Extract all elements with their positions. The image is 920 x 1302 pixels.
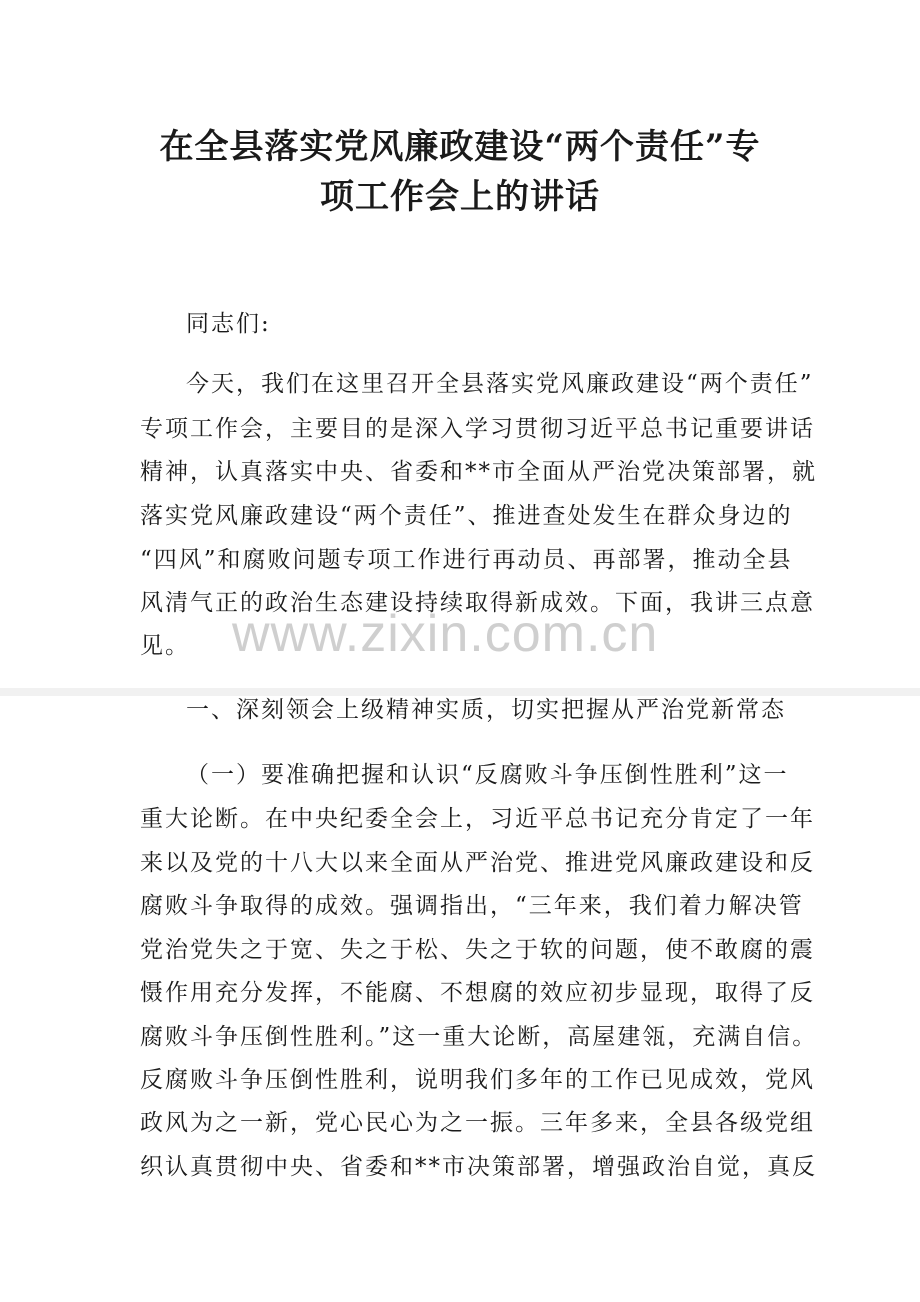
paragraph-2-line-3: 来以及党的十八大以来全面从严治党、推进党风廉政建设和反 <box>140 850 815 876</box>
greeting: 同志们: <box>186 311 271 337</box>
title-line-2: 项工作会上的讲话 <box>320 177 600 217</box>
paragraph-2-line-9: 政风为之一新，党心民心为之一振。三年多来，全县各级党组 <box>140 1110 815 1136</box>
paragraph-2-line-4: 腐败斗争取得的成效。强调指出，“三年来，我们着力解决管 <box>140 893 804 919</box>
paragraph-1-line-6: 风清气正的政治生态建设持续取得新成效。下面，我讲三点意 <box>140 590 815 616</box>
paragraph-1-line-3: 精神，认真落实中央、省委和**市全面从严治党决策部署，就 <box>140 459 817 485</box>
title-line-1: 在全县落实党风廉政建设“两个责任”专 <box>159 127 761 167</box>
paragraph-2-line-10: 织认真贯彻中央、省委和**市决策部署，增强政治自觉，真反 <box>140 1154 817 1180</box>
paragraph-1-line-4: 落实党风廉政建设“两个责任”、推进查处发生在群众身边的 <box>140 503 793 529</box>
paragraph-1-line-7: 见。 <box>140 633 190 659</box>
paragraph-2-line-6: 慑作用充分发挥，不能腐、不想腐的效应初步显现，取得了反 <box>140 980 815 1006</box>
paragraph-2-line-2: 重大论断。在中央纪委全会上，习近平总书记充分肯定了一年 <box>140 806 815 832</box>
paragraph-2-line-8: 反腐败斗争压倒性胜利，说明我们多年的工作已见成效，党风 <box>140 1067 815 1093</box>
paragraph-1-line-5: “四风”和腐败问题专项工作进行再动员、再部署，推动全县 <box>140 547 793 573</box>
paragraph-2-line-1: （一）要准确把握和认识“反腐败斗争压倒性胜利”这一 <box>186 762 789 788</box>
document-title <box>140 122 780 222</box>
section-1-heading: 一、深刻领会上级精神实质，切实把握从严治党新常态 <box>186 697 786 723</box>
paragraph-2-line-7: 腐败斗争压倒性胜利。”这一重大论断，高屋建瓴，充满自信。 <box>140 1024 818 1050</box>
paragraph-1-line-1: 今天，我们在这里召开全县落实党风廉政建设“两个责任” <box>186 371 814 397</box>
watermark: www.zixin.com.cn <box>232 605 659 663</box>
paragraph-2-line-5: 党治党失之于宽、失之于松、失之于软的问题，使不敢腐的震 <box>140 937 815 963</box>
paragraph-1-line-2: 专项工作会，主要目的是深入学习贯彻习近平总书记重要讲话 <box>140 416 815 442</box>
